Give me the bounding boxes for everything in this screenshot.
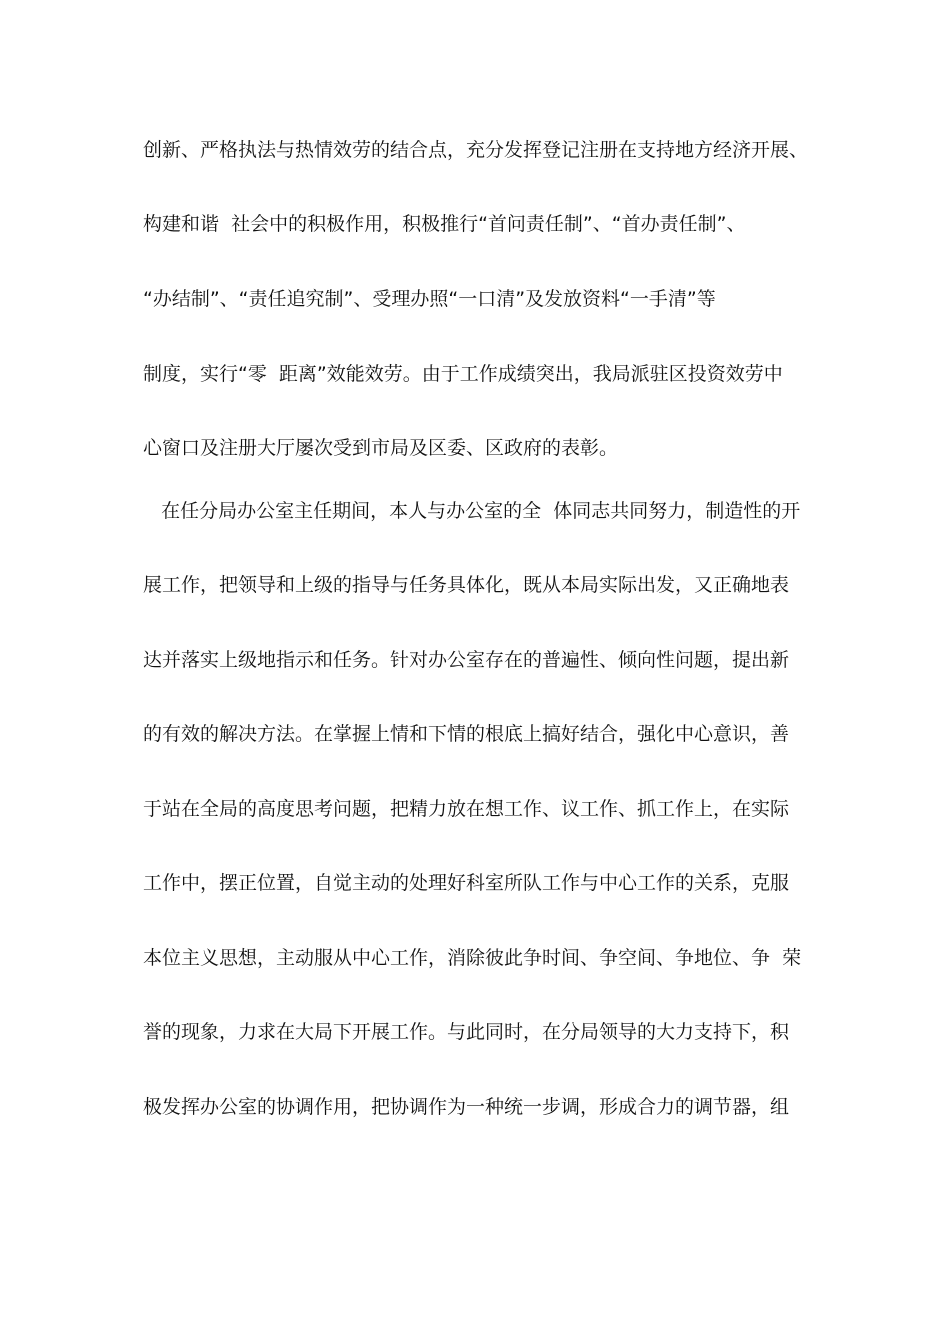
text-line-14: 极发挥办公室的协调作用，把协调作为一种统一步调，形成合力的调节器，组 xyxy=(143,1096,790,1118)
text-line-4: 制度，实行“零 距离”效能效劳。由于工作成绩突出，我局派驻区投资效劳中 xyxy=(143,363,783,385)
text-line-7: 展工作，把领导和上级的指导与任务具体化，既从本局实际出发，又正确地表 xyxy=(143,574,790,596)
text-line-9: 的有效的解决方法。在掌握上情和下情的根底上搞好结合，强化中心意识，善 xyxy=(143,723,790,745)
text-line-3: “办结制”、“责任追究制”、受理办照“一口清”及发放资料“一手清”等 xyxy=(143,288,716,310)
text-line-6: 在任分局办公室主任期间，本人与办公室的全 体同志共同努力，制造性的开 xyxy=(143,500,801,522)
text-line-10: 于站在全局的高度思考问题，把精力放在想工作、议工作、抓工作上，在实际 xyxy=(143,798,790,820)
text-line-2: 构建和谐 社会中的积极作用，积极推行“首问责任制”、“首办责任制”、 xyxy=(143,213,746,235)
text-line-1: 创新、严格执法与热情效劳的结合点，充分发挥登记注册在支持地方经济开展、 xyxy=(143,139,809,161)
text-line-11: 工作中，摆正位置，自觉主动的处理好科室所队工作与中心工作的关系，克服 xyxy=(143,872,790,894)
text-line-13: 誉的现象，力求在大局下开展工作。与此同时，在分局领导的大力支持下，积 xyxy=(143,1021,790,1043)
text-line-12: 本位主义思想，主动服从中心工作，消除彼此争时间、争空间、争地位、争 荣 xyxy=(143,947,802,969)
text-line-8: 达并落实上级地指示和任务。针对办公室存在的普遍性、倾向性问题，提出新 xyxy=(143,649,790,671)
text-line-5: 心窗口及注册大厅屡次受到市局及区委、区政府的表彰。 xyxy=(143,437,619,459)
